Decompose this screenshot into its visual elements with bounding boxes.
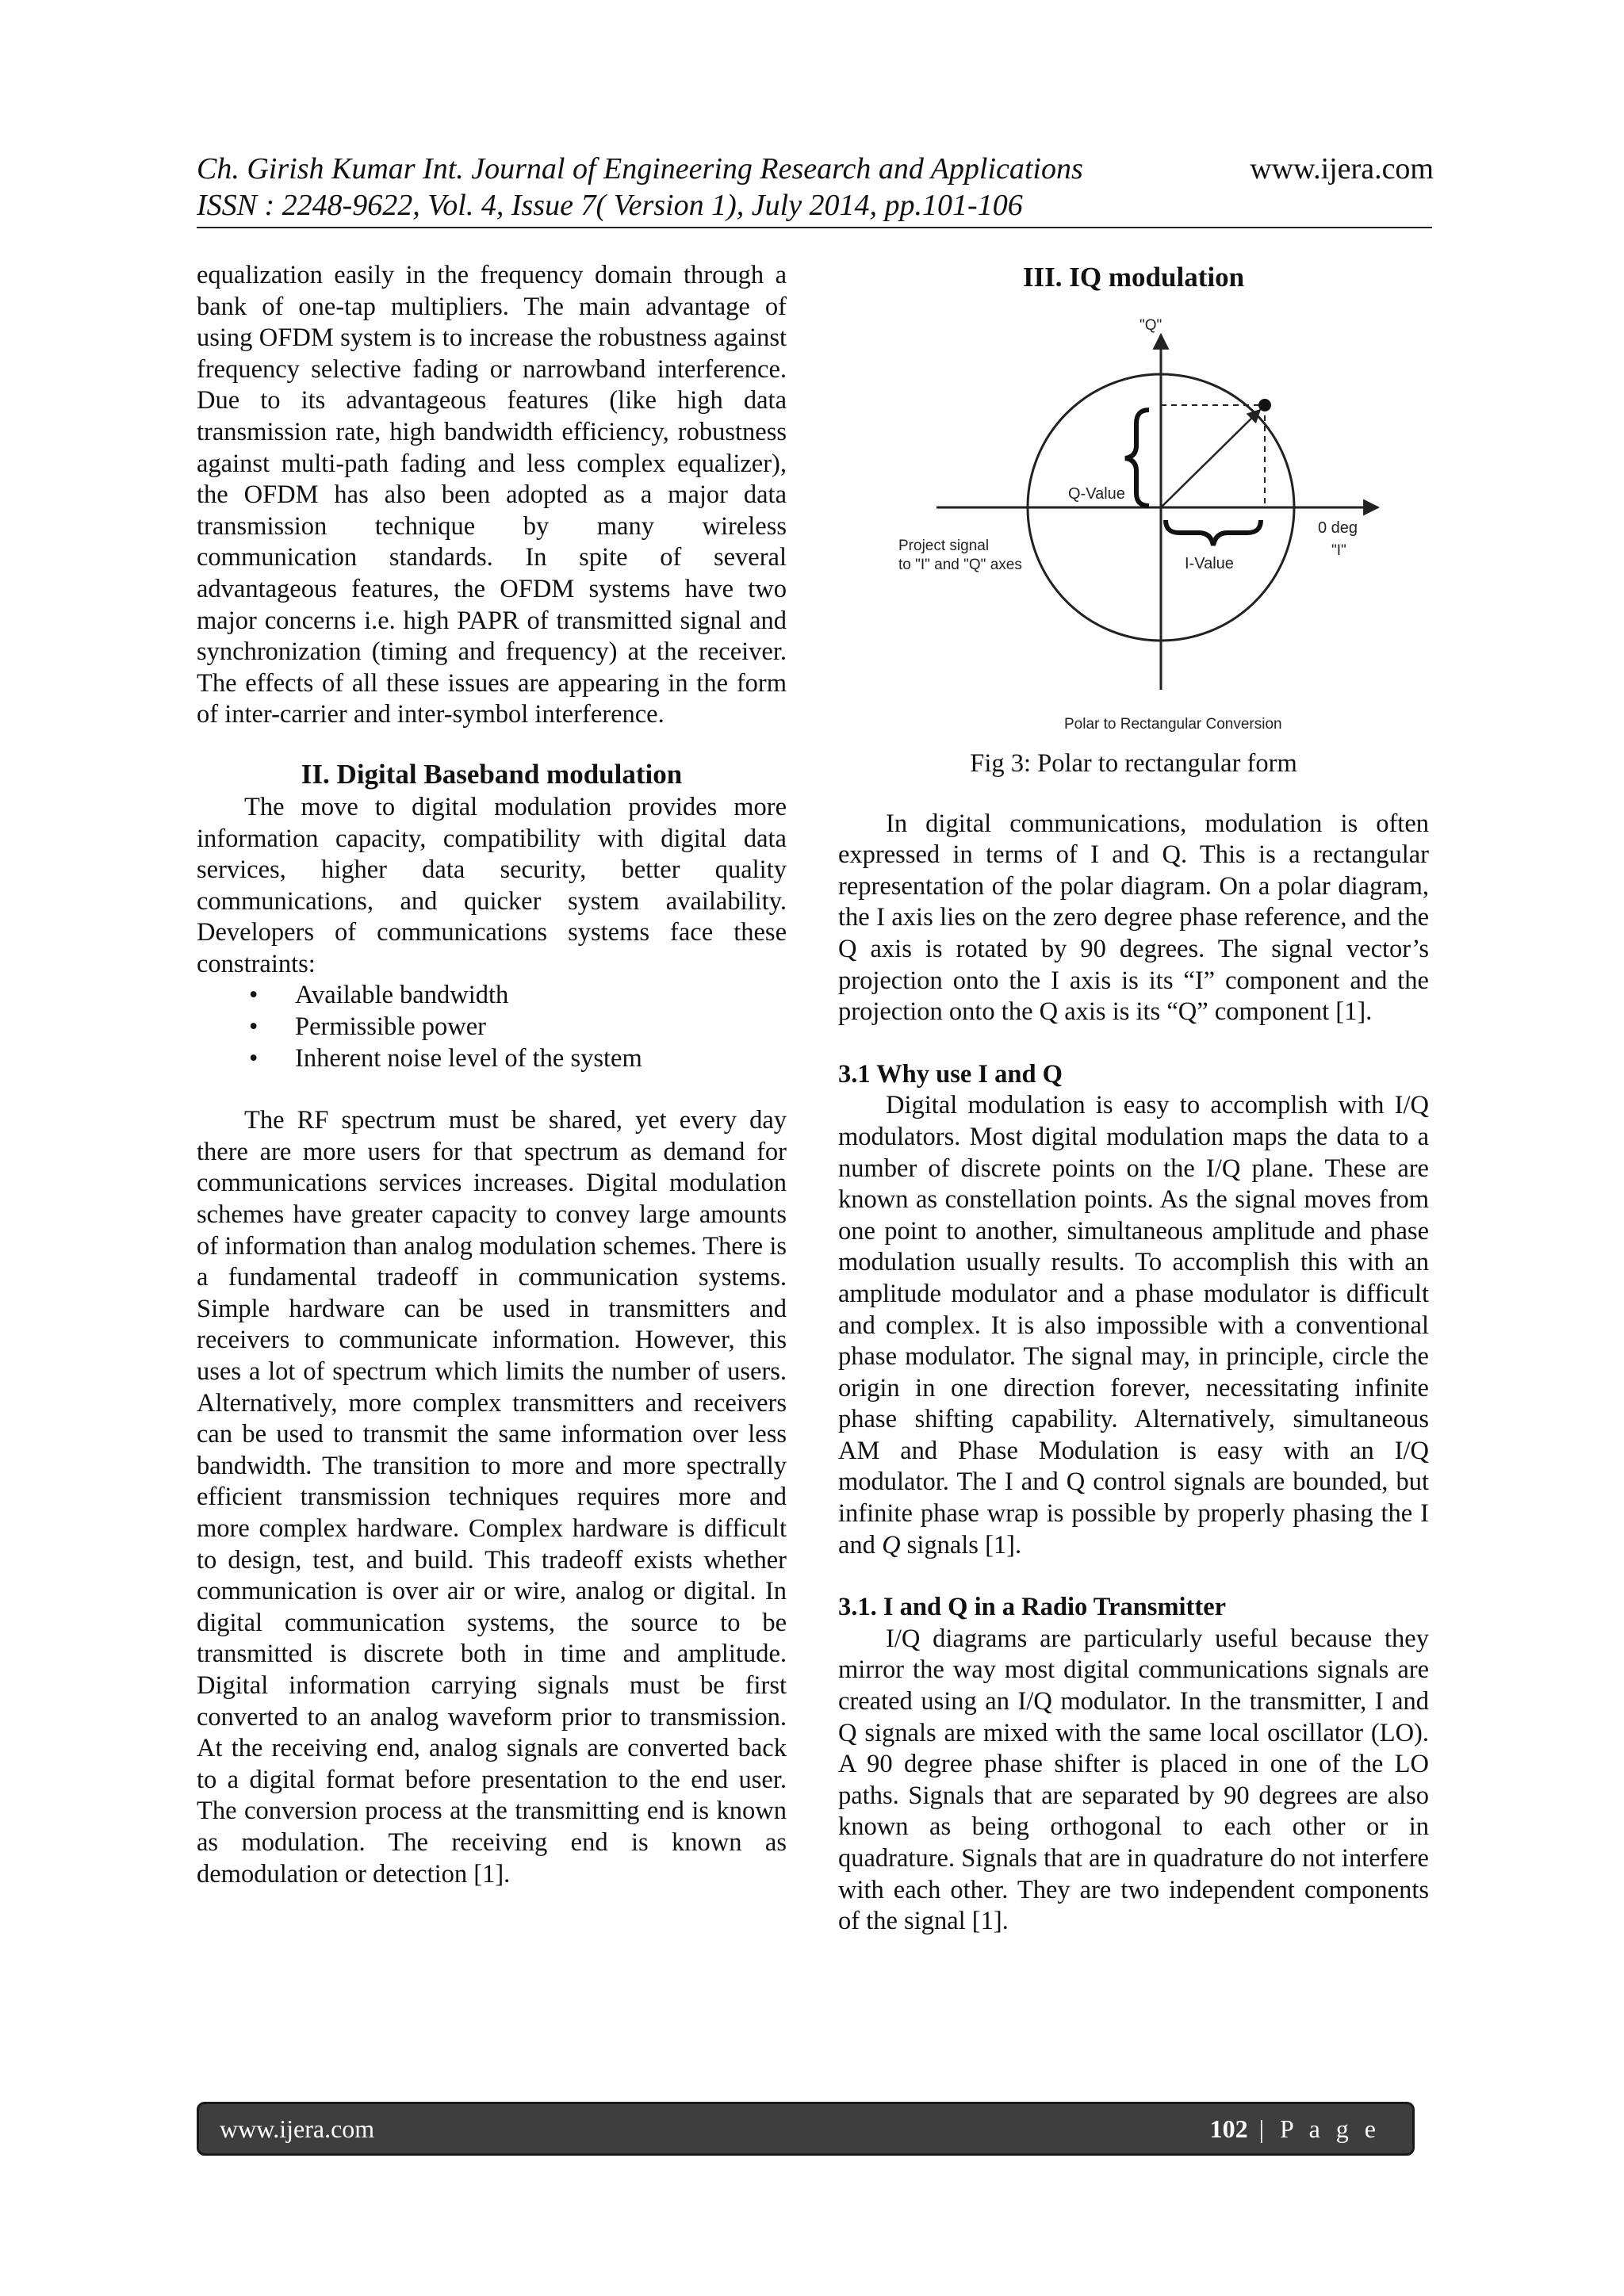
q-value-brace-icon [1125, 410, 1149, 506]
section-2-title: II. Digital Baseband modulation [301, 758, 683, 790]
list-item: • Available bandwidth [197, 980, 787, 1012]
section-2-paragraph: The move to digital modulation provides more information capacity, compatibility with digital data services, higher data security, better quality communications, and quicker system availability. Developers of communications systems face these constraints: [197, 792, 787, 978]
journal-title: Ch. Girish Kumar Int. Journal of Engineering Research and Applications [197, 152, 1083, 186]
intro-paragraph: equalization easily in the frequency domain through a bank of one-tap multipliers. The main advantage of using OFDM system is to increase the robustness against frequency selective fading or narrowband interference. Due to its advantageous features (like high data transmission rate, high bandwidth efficiency, robustness against multi-path fading and less complex equalizer), the OFDM has also been adopted as a major data transmission technique by many wireless communication standards. In spite of several advantageous features, the OFDM systems have two major concerns i.e. high PAPR of transmitted signal and synchronization (timing and frequency) at the receiver. The effects of all these issues are appearing in the form of inter-carrier and inter-symbol interference. [197, 261, 787, 729]
list-item: • Inherent noise level of the system [197, 1043, 787, 1075]
q-axis-label: "Q" [1139, 317, 1162, 334]
iq-paragraph: In digital communications, modulation is often expressed in terms of I and Q. This is a rectangular representation of the polar diagram. On a polar diagram, the I axis lies on the zero degree phase reference, and the Q axis is rotated by 90 degrees. The signal vector’s projection onto the I axis is its “I” component and the projection onto the Q axis is its “Q” component [1]. [838, 809, 1429, 1027]
page-footer [197, 2102, 1415, 2156]
subsection-3-1-title: 3.1 Why use I and Q [838, 1059, 1063, 1089]
i-value-brace-icon [1166, 520, 1261, 545]
constraints-list [197, 980, 787, 1074]
page-number: 102 | P a g e [1209, 2114, 1381, 2143]
project-axes-label: to "I" and "Q" axes [898, 557, 1022, 573]
left-column [197, 260, 787, 1890]
subsection-radio-title: 3.1. I and Q in a Radio Transmitter [838, 1593, 1227, 1622]
polar-to-rectangular-figure [838, 295, 1429, 739]
subsection-3-1-paragraph: Digital modulation is easy to accomplish with I/Q modulators. Most digital modulation maps the data to a number of discrete points on the I/Q plane. These are known as constellation points. As the signal moves from one point to another, simultaneous amplitude and phase modulation usually results. To accomplish this with an amplitude modulator and a phase modulator is difficult and complex. It is also impossible with a conventional phase modulator. The signal may, in principle, circle the origin in one direction forever, necessitating infinite phase shifting capability. Alternatively, simultaneous AM and Phase Modulation is easy with an I/Q modulator. The I and Q control signals are bounded, but infinite phase wrap is possible by properly phasing the I and Q signals [1]. [838, 1091, 1429, 1559]
list-item: • Permissible power [197, 1012, 787, 1043]
i-value-label: I-Value [1185, 555, 1234, 572]
project-signal-label: Project signal [898, 538, 990, 554]
conversion-label: Polar to Rectangular Conversion [1064, 716, 1282, 733]
journal-url[interactable]: www.ijera.com [1250, 152, 1434, 186]
i-axis-label: "I" [1331, 542, 1346, 559]
subsection-radio-paragraph: I/Q diagrams are particularly useful because they mirror the way most digital communications signals are created using an I/Q modulator. In the transmitter, I and Q signals are mixed with the same local oscillator (LO). A 90 degree phase shifter is placed in one of the LO paths. Signals that are separated by 90 degrees are also known as being orthogonal to each other or in quadrature. Signals that are in quadrature do not interfere with each other. They are two independent components of the signal [1]. [838, 1624, 1429, 1936]
rf-spectrum-paragraph: The RF spectrum must be shared, yet every day there are more users for that spectrum as demand for communications services increases. Digital modulation schemes have greater capacity to convey large amounts of information than analog modulation schemes. There is a fundamental tradeoff in communication systems. Simple hardware can be used in transmitters and receivers to communicate information. However, this uses a lot of spectrum which limits the number of users. Alternatively, more complex transmitters and receivers can be used to transmit the same information over less bandwidth. The transition to more and more spectrally efficient transmission techniques requires more and more complex hardware. Complex hardware is difficult to design, test, and build. This tradeoff exists whether communication is over air or wire, analog or digital. In digital communication systems, the source to be transmitted is discrete both in time and amplitude. Digital information carrying signals must be first converted to an analog waveform prior to transmission. At the receiving end, analog signals are converted back to a digital format before presentation to the end user. The conversion process at the transmitting end is known as modulation. The receiving end is known as demodulation or detection [1]. [197, 1106, 787, 1888]
footer-url[interactable]: www.ijera.com [220, 2114, 375, 2143]
header-rule [197, 227, 1432, 228]
figure-caption: Fig 3: Polar to rectangular form [970, 749, 1297, 778]
section-3-title: III. IQ modulation [1022, 262, 1245, 293]
right-column [838, 260, 1429, 1938]
issn-line: ISSN : 2248-9622, Vol. 4, Issue 7( Version 1), July 2014, pp.101-106 [197, 189, 1023, 222]
page-header [197, 151, 1434, 224]
signal-point [1258, 399, 1271, 411]
q-value-label: Q-Value [1068, 485, 1125, 503]
signal-vector [1161, 410, 1260, 507]
zero-degree-label: 0 deg [1318, 519, 1358, 537]
